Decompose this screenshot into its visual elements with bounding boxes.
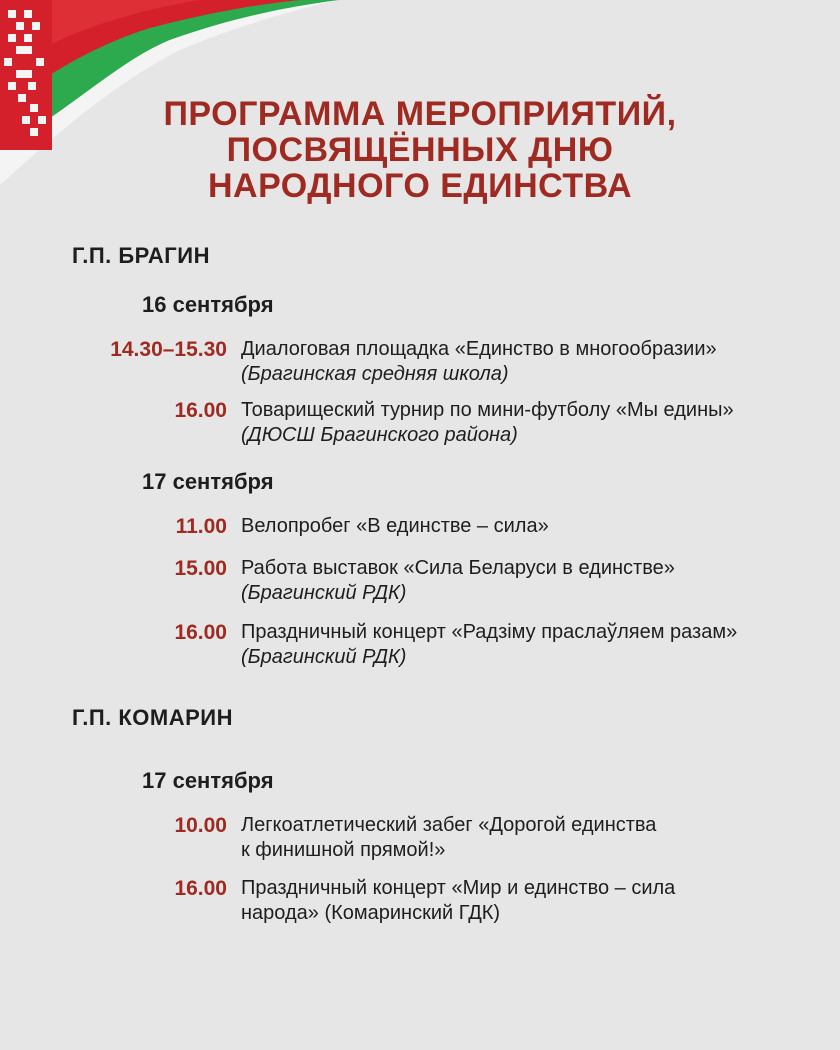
event-title: Праздничный концерт «Радзіму праслаўляем разам» [241, 621, 738, 643]
event-description [241, 556, 771, 606]
event-time: 11.00 [175, 515, 227, 538]
event-description [241, 337, 786, 387]
schedule-item [0, 398, 840, 454]
page-title [0, 96, 840, 204]
title-line-1: ПРОГРАММА МЕРОПРИЯТИЙ, [163, 95, 677, 133]
event-time: 10.00 [174, 814, 227, 837]
event-venue: (Брагинский РДК) [241, 646, 407, 668]
schedule-item [0, 337, 840, 393]
event-title: Легкоатлетический забег «Дорогой единства к финишной прямой!» [241, 814, 657, 861]
event-title: Велопробег «В единстве – сила» [241, 515, 549, 537]
title-line-2: ПОСВЯЩЁННЫХ ДНЮ [226, 131, 614, 169]
event-time: 14.30–15.30 [110, 338, 227, 361]
event-time: 16.00 [174, 877, 227, 900]
title-line-3: НАРОДНОГО ЕДИНСТВА [207, 167, 633, 205]
event-description [241, 876, 711, 926]
event-title: Праздничный концерт «Мир и единство – сила народа» (Комаринский ГДК) [241, 877, 676, 924]
city-heading-bragin: Г.П. БРАГИН [72, 243, 210, 268]
date-heading: 16 сентября [142, 292, 274, 317]
event-description [241, 514, 801, 539]
event-description [241, 813, 661, 863]
schedule-item [0, 556, 840, 612]
date-heading: 17 сентября [142, 768, 274, 793]
event-venue: (ДЮСШ Брагинского района) [241, 424, 518, 446]
event-title: Товарищеский турнир по мини-футболу «Мы едины» [241, 399, 734, 421]
schedule-item [0, 813, 840, 869]
event-title: Диалоговая площадка «Единство в многообразии» [241, 338, 717, 360]
event-venue: (Брагинский РДК) [241, 582, 407, 604]
event-venue: (Брагинская средняя школа) [241, 363, 509, 385]
city-heading-komarin: Г.П. КОМАРИН [72, 705, 233, 730]
event-time: 15.00 [174, 557, 227, 580]
event-description [241, 398, 741, 448]
event-time: 16.00 [174, 399, 227, 422]
date-heading: 17 сентября [142, 469, 274, 494]
event-description [241, 620, 771, 670]
event-time: 16.00 [174, 621, 227, 644]
event-title: Работа выставок «Сила Беларуси в единстве» [241, 557, 675, 579]
schedule-item [0, 876, 840, 932]
schedule-item [0, 620, 840, 676]
